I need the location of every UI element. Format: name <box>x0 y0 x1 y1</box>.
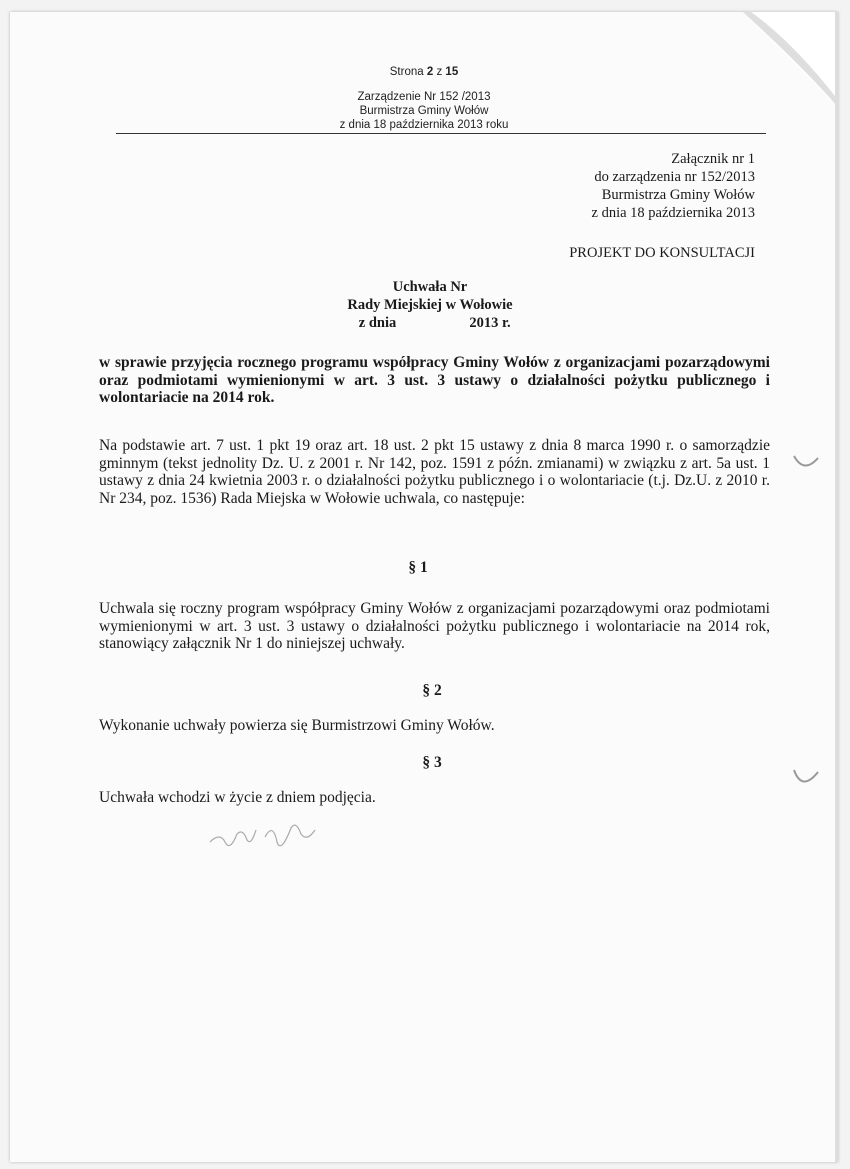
resolution-date-label: z dnia <box>358 315 397 331</box>
handwritten-signature <box>205 812 335 857</box>
section-2-text: Wykonanie uchwały powierza się Burmistrzowi Gminy Wołów. <box>99 717 495 734</box>
section-1-heading: § 1 <box>408 559 428 576</box>
annex-mayor: Burmistrza Gminy Wołów <box>601 187 755 203</box>
section-3-text: Uchwała wchodzi w życie z dniem podjęcia. <box>99 789 376 806</box>
header-rule <box>116 133 766 134</box>
header-mayor: Burmistrza Gminy Wołów <box>359 105 489 117</box>
resolution-council: Rady Miejskiej w Wołowie <box>347 297 513 313</box>
resolution-subject: w sprawie przyjęcia rocznego programu współpracy Gminy Wołów z organizacjami pozarządowymi oraz podmiotami wymienionymi w art. 3 ust. 3 ustawy o działalności pożytku publicznego i wolontariacie na 2014 rok. <box>99 354 770 406</box>
page-edge <box>835 12 838 1162</box>
header-date: z dnia 18 października 2013 roku <box>339 119 509 131</box>
annex-title: Załącznik nr 1 <box>671 151 755 167</box>
project-label: PROJEKT DO KONSULTACJI <box>569 245 755 261</box>
annex-date: z dnia 18 października 2013 <box>591 205 755 221</box>
resolution-title: Uchwała Nr <box>392 279 468 295</box>
page-number: Strona 2 z 15 <box>389 66 459 78</box>
staple-mark-icon <box>790 448 820 474</box>
staple-mark-icon <box>790 764 820 790</box>
document-page <box>10 12 838 1162</box>
section-2-heading: § 2 <box>422 682 442 699</box>
resolution-year: 2013 r. <box>469 315 511 331</box>
annex-ref: do zarządzenia nr 152/2013 <box>594 169 755 185</box>
legal-basis-paragraph: Na podstawie art. 7 ust. 1 pkt 19 oraz art. 18 ust. 2 pkt 15 ustawy z dnia 8 marca 1990 r. o samorządzie gminnym (tekst jednolity Dz. U. z 2001 r. Nr 142, poz. 1591 z późn. zmianami) w związku z art. 5a ust. 1 ustawy z dnia 24 kwietnia 2003 r. o działalności pożytku publicznego i o wolontariacie (t.j. Dz.U. z 2010 r. Nr 234, poz. 1536) Rada Miejska w Wołowie uchwala, co następuje: <box>99 437 770 507</box>
section-1-text: Uchwala się roczny program współpracy Gminy Wołów z organizacjami pozarządowymi oraz podmiotami wymienionymi w art. 3 ust. 3 ustawy o działalności pożytku publicznego i wolontariacie na 2014 rok, stanowiący załącznik Nr 1 do niniejszej uchwały. <box>99 600 770 652</box>
section-3-heading: § 3 <box>422 754 442 771</box>
header-order-no: Zarządzenie Nr 152 /2013 <box>357 91 491 103</box>
